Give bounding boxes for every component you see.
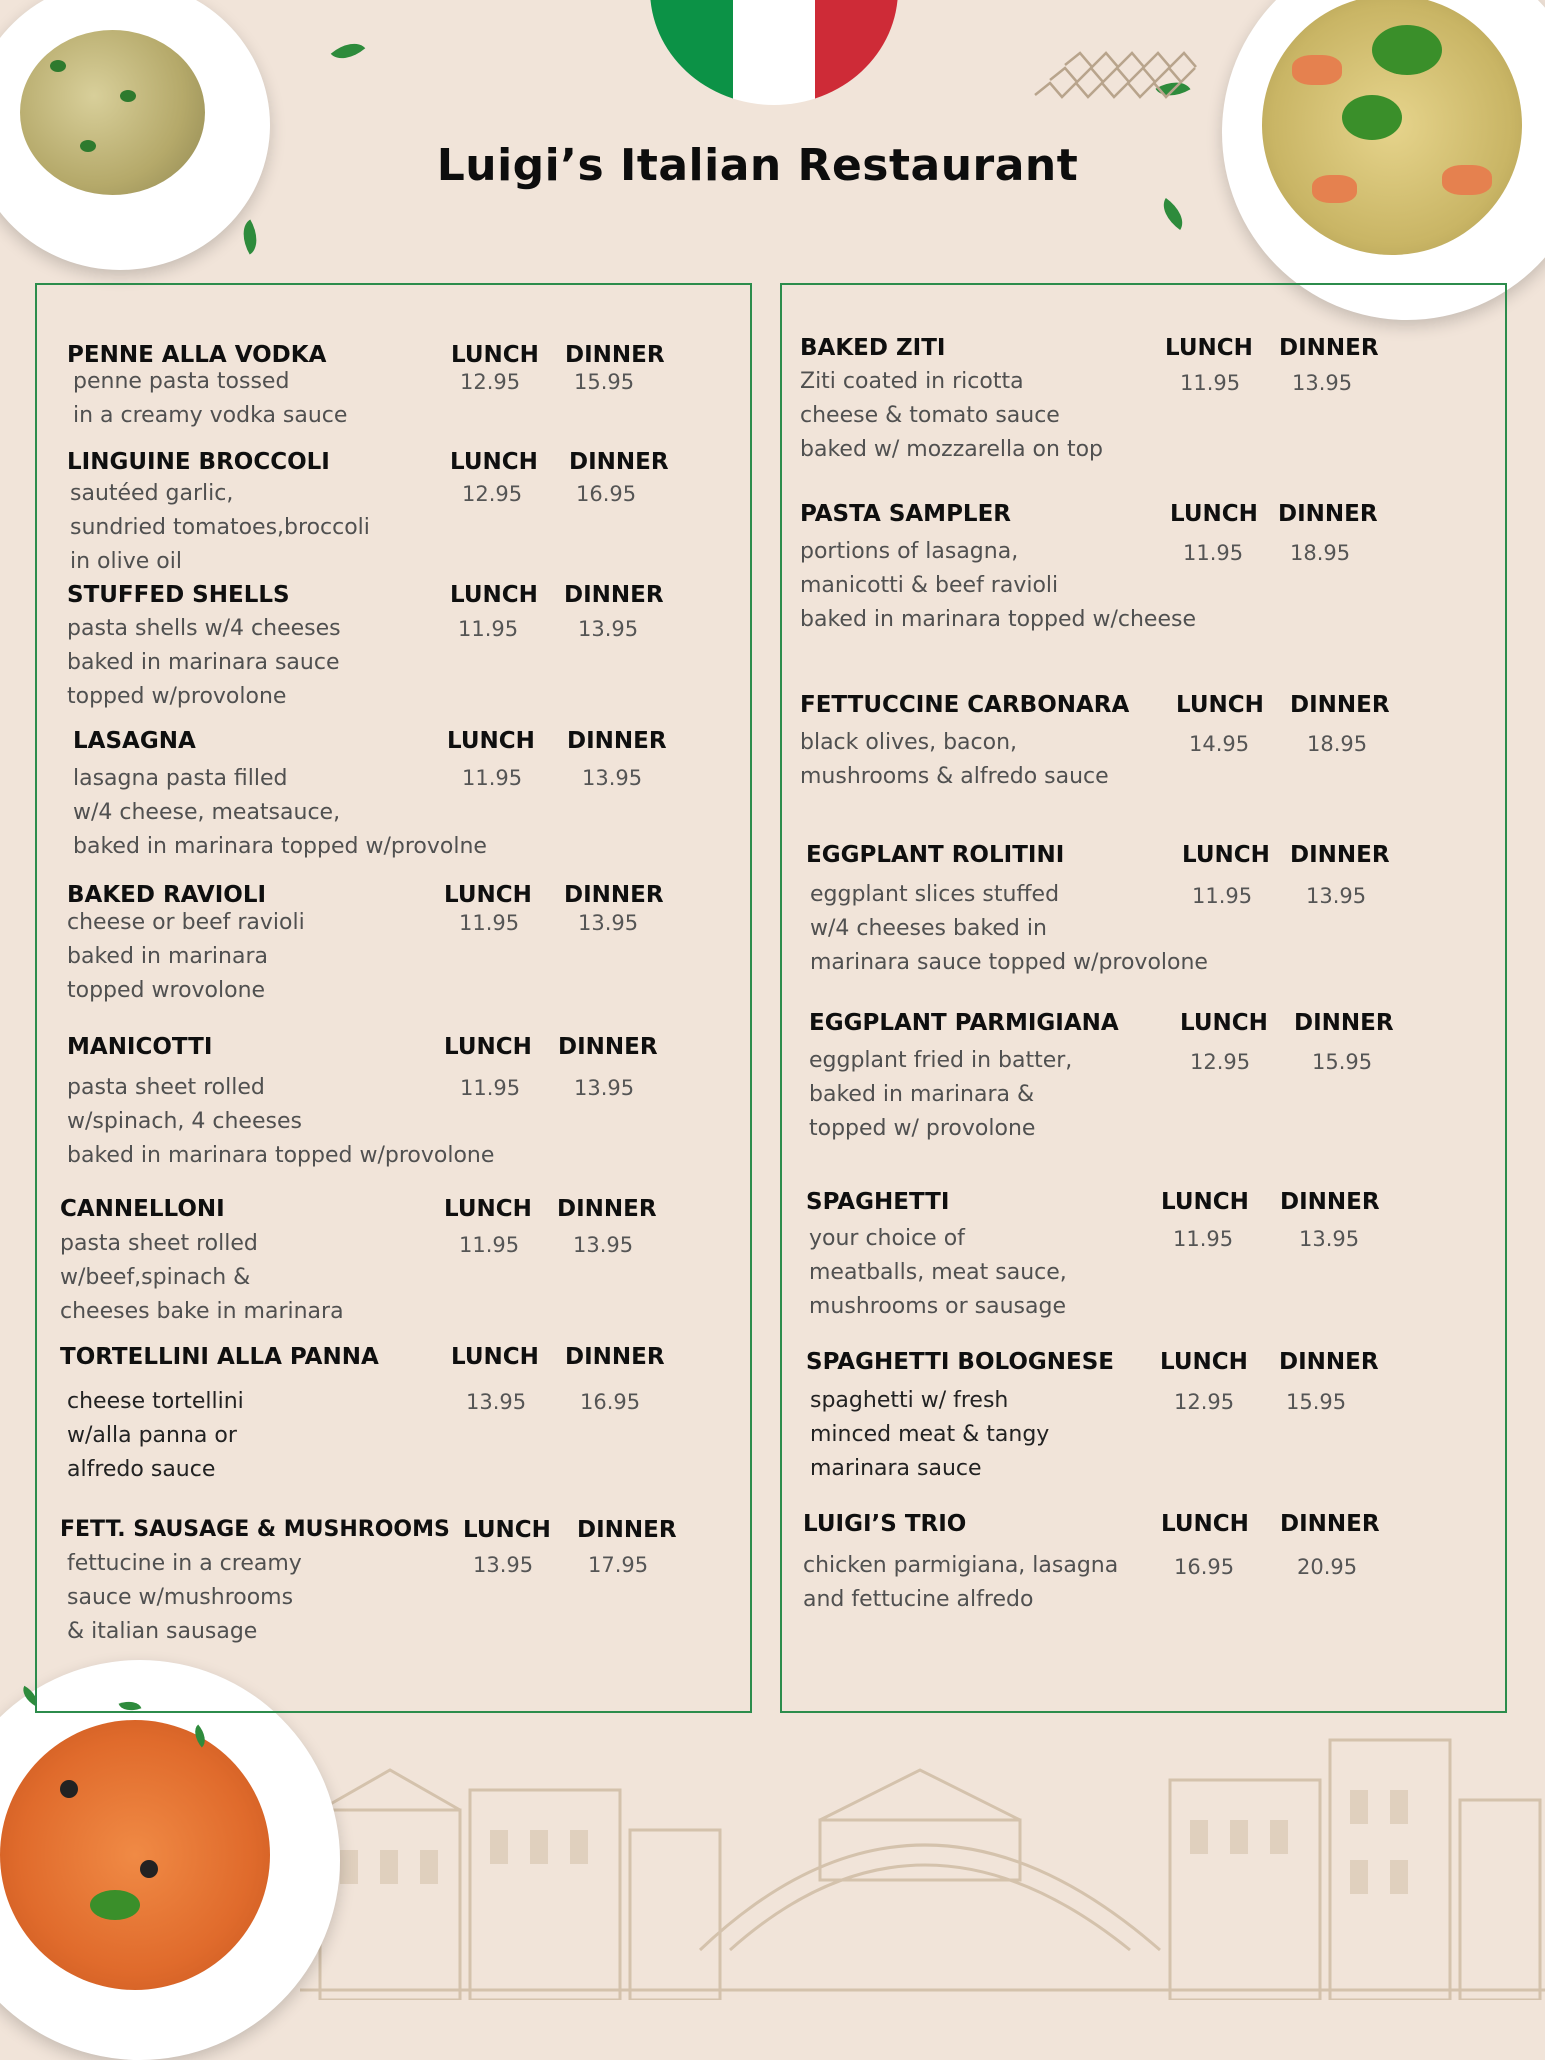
item-name: LUIGI’S TRIO [803, 1511, 967, 1537]
lunch-label: LUNCH [447, 728, 535, 754]
dinner-label: DINNER [565, 342, 665, 368]
item-description: pasta sheet rolled w/beef,spinach & cheeses bake in marinara [60, 1231, 344, 1324]
dinner-price: 20.95 [1297, 1555, 1358, 1579]
dinner-label: DINNER [1280, 1511, 1380, 1537]
lunch-label: LUNCH [1161, 1511, 1249, 1537]
lunch-label: LUNCH [444, 1034, 532, 1060]
dinner-price: 13.95 [573, 1233, 634, 1257]
dinner-label: DINNER [567, 728, 667, 754]
venice-bridge-sketch [300, 1700, 1545, 2000]
item-name: PENNE ALLA VODKA [67, 342, 327, 368]
italian-flag-icon [650, 0, 898, 105]
dinner-label: DINNER [565, 1344, 665, 1370]
item-description: your choice of meatballs, meat sauce, mushrooms or sausage [809, 1226, 1067, 1319]
lunch-label: LUNCH [451, 1344, 539, 1370]
lunch-price: 12.95 [460, 370, 521, 394]
dinner-label: DINNER [1290, 692, 1390, 718]
item-description: pasta sheet rolled w/spinach, 4 cheeses baked in marinara topped w/provolone [67, 1075, 495, 1168]
dinner-label: DINNER [558, 1034, 658, 1060]
item-description: portions of lasagna, manicotti & beef ravioli baked in marinara topped w/cheese [800, 539, 1196, 632]
item-description: eggplant fried in batter, baked in marinara & topped w/ provolone [809, 1048, 1073, 1141]
lunch-price: 13.95 [473, 1553, 534, 1577]
item-description: pasta shells w/4 cheeses baked in marinara sauce topped w/provolone [67, 616, 341, 709]
lunch-label: LUNCH [444, 1196, 532, 1222]
item-name: PASTA SAMPLER [800, 501, 1012, 527]
dinner-label: DINNER [577, 1517, 677, 1543]
dinner-label: DINNER [1290, 842, 1390, 868]
dinner-price: 15.95 [1312, 1050, 1373, 1074]
lunch-price: 13.95 [466, 1390, 527, 1414]
item-name: TORTELLINI ALLA PANNA [60, 1344, 379, 1370]
dinner-price: 13.95 [578, 617, 639, 641]
item-description: cheese tortellini w/alla panna or alfredo sauce [67, 1389, 244, 1482]
item-name: FETTUCCINE CARBONARA [800, 692, 1130, 718]
dinner-label: DINNER [569, 449, 669, 475]
lunch-label: LUNCH [1165, 335, 1253, 361]
dinner-label: DINNER [1294, 1010, 1394, 1036]
dinner-price: 13.95 [582, 766, 643, 790]
lunch-price: 11.95 [1192, 884, 1253, 908]
lunch-price: 11.95 [459, 1233, 520, 1257]
lunch-price: 11.95 [1183, 541, 1244, 565]
dinner-label: DINNER [1279, 335, 1379, 361]
item-name: SPAGHETTI [806, 1189, 950, 1215]
item-description: sautéed garlic, sundried tomatoes,broccoli in olive oil [70, 481, 370, 574]
dinner-label: DINNER [564, 582, 664, 608]
item-description: penne pasta tossed in a creamy vodka sauce [73, 369, 348, 428]
lunch-price: 16.95 [1174, 1555, 1235, 1579]
item-name: LINGUINE BROCCOLI [67, 449, 330, 475]
leaf-icon [235, 220, 266, 255]
item-description: lasagna pasta filled w/4 cheese, meatsauce, baked in marinara topped w/provolne [73, 766, 487, 859]
item-name: MANICOTTI [67, 1034, 213, 1060]
item-description: spaghetti w/ fresh minced meat & tangy marinara sauce [810, 1388, 1050, 1481]
right-menu-panel [780, 283, 1507, 1713]
lunch-price: 12.95 [1174, 1390, 1235, 1414]
item-name: CANNELLONI [60, 1196, 225, 1222]
item-description: black olives, bacon, mushrooms & alfredo sauce [800, 730, 1109, 789]
dinner-price: 13.95 [1292, 371, 1353, 395]
lunch-price: 12.95 [462, 482, 523, 506]
item-description: Ziti coated in ricotta cheese & tomato sauce baked w/ mozzarella on top [800, 369, 1104, 462]
lunch-price: 11.95 [460, 1076, 521, 1100]
item-name: FETT. SAUSAGE & MUSHROOMS [60, 1517, 450, 1542]
dinner-price: 15.95 [1286, 1390, 1347, 1414]
lunch-price: 11.95 [462, 766, 523, 790]
lunch-label: LUNCH [1160, 1349, 1248, 1375]
item-description: chicken parmigiana, lasagna and fettucine alfredo [803, 1553, 1119, 1612]
dinner-label: DINNER [557, 1196, 657, 1222]
zigzag-doodle-icon [1030, 25, 1200, 115]
dinner-price: 15.95 [574, 370, 635, 394]
dinner-label: DINNER [1280, 1189, 1380, 1215]
lunch-price: 11.95 [458, 617, 519, 641]
dinner-price: 16.95 [580, 1390, 641, 1414]
lunch-label: LUNCH [1176, 692, 1264, 718]
dinner-price: 16.95 [576, 482, 637, 506]
item-name: EGGPLANT PARMIGIANA [809, 1010, 1119, 1036]
page-title: Luigi’s Italian Restaurant [436, 140, 1079, 191]
dinner-price: 18.95 [1290, 541, 1351, 565]
item-name: LASAGNA [73, 728, 196, 754]
item-name: BAKED RAVIOLI [67, 882, 267, 908]
dinner-label: DINNER [1278, 501, 1378, 527]
item-description: fettucine in a creamy sauce w/mushrooms & italian sausage [67, 1551, 302, 1644]
lunch-label: LUNCH [1182, 842, 1270, 868]
dinner-price: 13.95 [1306, 884, 1367, 908]
dinner-price: 13.95 [1299, 1227, 1360, 1251]
lunch-label: LUNCH [1161, 1189, 1249, 1215]
penne-arrabbiata-plate-photo [0, 1660, 340, 2060]
dinner-label: DINNER [564, 882, 664, 908]
item-name: EGGPLANT ROLITINI [806, 842, 1065, 868]
lunch-label: LUNCH [450, 582, 538, 608]
item-description: eggplant slices stuffed w/4 cheeses baked in marinara sauce topped w/provolone [810, 882, 1208, 975]
lunch-price: 14.95 [1189, 732, 1250, 756]
lunch-label: LUNCH [451, 342, 539, 368]
lunch-label: LUNCH [463, 1517, 551, 1543]
dinner-price: 18.95 [1307, 732, 1368, 756]
dinner-label: DINNER [1279, 1349, 1379, 1375]
leaf-icon [331, 34, 366, 67]
dinner-price: 13.95 [574, 1076, 635, 1100]
leaf-icon [1156, 198, 1191, 230]
dinner-price: 17.95 [588, 1553, 649, 1577]
lunch-label: LUNCH [1180, 1010, 1268, 1036]
item-description: cheese or beef ravioli baked in marinara topped wrovolone [67, 910, 305, 1003]
dinner-price: 13.95 [578, 911, 639, 935]
lunch-label: LUNCH [450, 449, 538, 475]
item-name: BAKED ZITI [800, 335, 946, 361]
lunch-price: 11.95 [459, 911, 520, 935]
lunch-label: LUNCH [444, 882, 532, 908]
rigatoni-plate-photo [0, 0, 270, 270]
lunch-label: LUNCH [1170, 501, 1258, 527]
lunch-price: 11.95 [1180, 371, 1241, 395]
item-name: SPAGHETTI BOLOGNESE [806, 1349, 1115, 1375]
lunch-price: 11.95 [1173, 1227, 1234, 1251]
item-name: STUFFED SHELLS [67, 582, 290, 608]
lunch-price: 12.95 [1190, 1050, 1251, 1074]
